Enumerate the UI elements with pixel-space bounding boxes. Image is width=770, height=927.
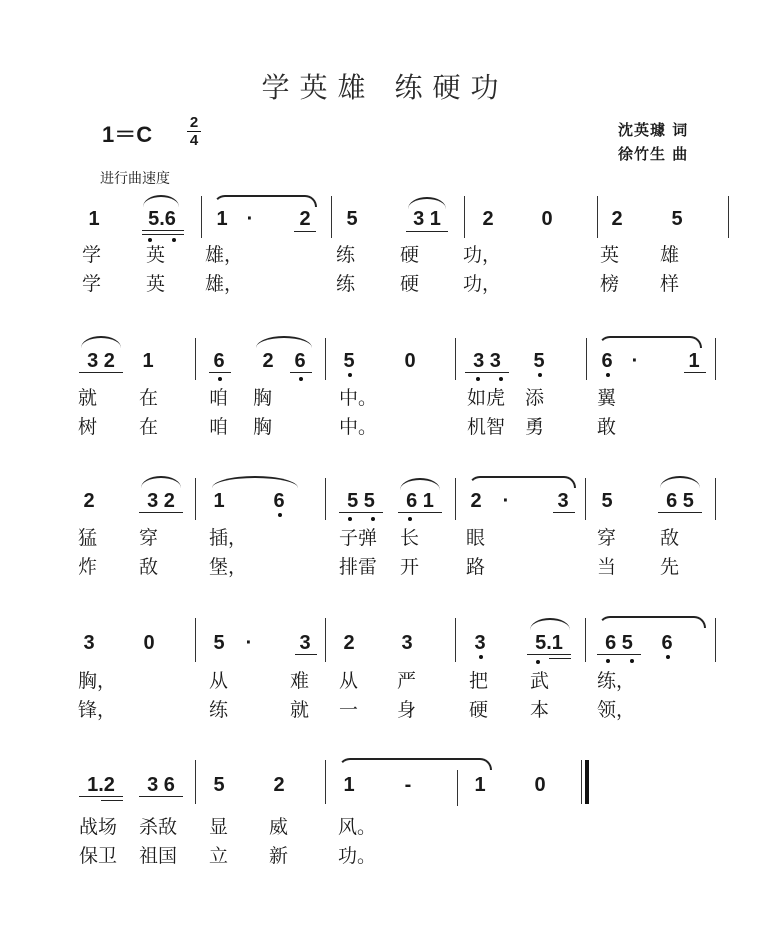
note: 5	[671, 208, 683, 230]
lyric: 在	[139, 387, 159, 409]
bar-line	[455, 338, 456, 380]
note: 1.2	[87, 774, 115, 796]
lyric: 祖国	[139, 845, 178, 867]
note: 3 2	[147, 490, 175, 512]
tie	[598, 336, 702, 348]
lyric: 功，	[463, 244, 502, 266]
lyric: 武	[530, 670, 550, 692]
low-octave-dot	[499, 377, 503, 381]
lyric: 雄，	[205, 244, 244, 266]
composer-credit: 徐竹生 曲	[618, 145, 689, 163]
underline	[658, 512, 702, 513]
note: 5	[213, 632, 225, 654]
lyric: 从	[209, 670, 229, 692]
note: 3	[557, 490, 569, 512]
bar-line	[195, 760, 196, 804]
bar-line	[325, 338, 326, 380]
lyric: 本	[530, 699, 550, 721]
lyric: 添	[525, 387, 545, 409]
lyric: 猛	[78, 527, 98, 549]
underline	[142, 230, 184, 231]
bar-line	[195, 478, 196, 520]
underline	[209, 372, 231, 373]
low-octave-dot	[218, 377, 222, 381]
bar-line	[455, 478, 456, 520]
dot-extension: ·	[245, 632, 253, 654]
dash-extension: -	[404, 774, 412, 796]
slur	[400, 478, 440, 490]
lyric: 保卫	[79, 845, 118, 867]
lyric: 敌	[660, 527, 680, 549]
low-octave-dot	[666, 655, 670, 659]
note: 2	[611, 208, 623, 230]
lyric: 就	[290, 699, 310, 721]
lyric: 勇	[525, 416, 545, 438]
low-octave-dot	[538, 373, 542, 377]
low-octave-dot	[536, 660, 540, 664]
bar-line	[586, 338, 587, 380]
lyric: 路	[466, 556, 486, 578]
note: 6 5	[605, 632, 633, 654]
note: 5.6	[148, 208, 176, 230]
slur	[256, 336, 312, 348]
low-octave-dot	[348, 373, 352, 377]
note: 3 6	[147, 774, 175, 796]
bar-line	[585, 478, 586, 520]
lyric: 开	[400, 556, 420, 578]
note: 2	[299, 208, 311, 230]
final-bar-thick	[585, 760, 589, 804]
lyric: 锋，	[78, 699, 117, 721]
underline	[597, 654, 641, 655]
lyric: 硬	[400, 273, 420, 295]
note: 2	[273, 774, 285, 796]
low-octave-dot	[476, 377, 480, 381]
dot-extension: ·	[502, 490, 510, 512]
lyric: 胸	[253, 387, 273, 409]
note: 2	[482, 208, 494, 230]
note: 5	[533, 350, 545, 372]
note: 1	[213, 490, 225, 512]
lyric: 难	[290, 670, 310, 692]
bar-line	[457, 770, 458, 806]
slur	[141, 476, 181, 488]
underline	[139, 796, 183, 797]
rest: 0	[404, 350, 416, 372]
lyric: 学	[82, 273, 102, 295]
lyric: 敌	[139, 556, 159, 578]
lyric: 显	[209, 816, 229, 838]
slur	[530, 618, 570, 630]
underline	[398, 512, 442, 513]
lyricist-credit: 沈英璩 词	[618, 121, 689, 139]
low-octave-dot	[371, 517, 375, 521]
underline	[290, 372, 312, 373]
note: 2	[343, 632, 355, 654]
low-octave-dot	[172, 238, 176, 242]
note: 5	[346, 208, 358, 230]
note: 3 3	[473, 350, 501, 372]
note: 3	[299, 632, 311, 654]
tie	[212, 476, 298, 488]
note: 1	[142, 350, 154, 372]
underline	[142, 234, 184, 235]
bar-line	[455, 618, 456, 662]
rest: 0	[534, 774, 546, 796]
lyric: 树	[78, 416, 98, 438]
note: 6	[213, 350, 225, 372]
lyric: 在	[139, 416, 159, 438]
note: 6 5	[666, 490, 694, 512]
lyric: 翼	[597, 387, 617, 409]
bar-line	[585, 618, 586, 662]
lyric: 英	[146, 273, 166, 295]
low-octave-dot	[148, 238, 152, 242]
lyric: 从	[339, 670, 359, 692]
lyric: 英	[146, 244, 166, 266]
underline	[684, 372, 706, 373]
note: 5	[601, 490, 613, 512]
lyric: 杀敌	[139, 816, 178, 838]
lyric: 威	[269, 816, 289, 838]
note: 5	[343, 350, 355, 372]
rest: 0	[143, 632, 155, 654]
note: 3	[401, 632, 413, 654]
lyric: 严	[397, 670, 417, 692]
lyric: 眼	[466, 527, 486, 549]
song-title: 学英雄 练硬功	[261, 71, 509, 104]
low-octave-dot	[408, 517, 412, 521]
note: 6 1	[406, 490, 434, 512]
lyric: 就	[78, 387, 98, 409]
lyric: 身	[397, 699, 417, 721]
bar-line	[325, 760, 326, 804]
lyric: 敢	[597, 416, 617, 438]
note: 2	[83, 490, 95, 512]
note: 5 5	[347, 490, 375, 512]
final-bar-thin	[581, 760, 582, 804]
lyric: 功，	[463, 273, 502, 295]
time-signature-bottom: 4	[189, 132, 199, 149]
lyric: 先	[660, 556, 680, 578]
lyric: 战场	[79, 816, 118, 838]
low-octave-dot	[479, 655, 483, 659]
dot-extension: ·	[631, 350, 639, 372]
dot-extension: ·	[246, 208, 254, 230]
lyric: 插，	[209, 527, 248, 549]
key-signature: 1＝C	[102, 122, 153, 147]
lyric: 机智	[467, 416, 506, 438]
bar-line	[195, 618, 196, 662]
lyric: 练	[209, 699, 229, 721]
lyric: 如虎	[467, 387, 506, 409]
note: 3	[83, 632, 95, 654]
underline	[406, 231, 448, 232]
lyric: 穿	[139, 527, 159, 549]
bar-line	[715, 618, 716, 662]
lyric: 胸	[253, 416, 273, 438]
lyric: 子弹	[339, 527, 378, 549]
note: 1	[688, 350, 700, 372]
bar-line	[728, 196, 729, 238]
lyric: 堡，	[209, 556, 248, 578]
underline	[139, 512, 183, 513]
bar-line	[195, 338, 196, 380]
lyric: 练	[336, 244, 356, 266]
underline	[465, 372, 509, 373]
bar-line	[597, 196, 598, 238]
lyric: 胸，	[78, 670, 117, 692]
time-signature	[186, 114, 202, 149]
note: 5	[213, 774, 225, 796]
note: 3 2	[87, 350, 115, 372]
lyric: 榜	[600, 273, 620, 295]
tempo-marking: 进行曲速度	[100, 171, 170, 187]
note: 1	[474, 774, 486, 796]
bar-line	[331, 196, 332, 238]
lyric: 样	[660, 273, 680, 295]
lyric: 领，	[597, 699, 636, 721]
note: 2	[470, 490, 482, 512]
note: 2	[262, 350, 274, 372]
lyric: 雄，	[205, 273, 244, 295]
lyric: 把	[469, 670, 489, 692]
note: 3 1	[413, 208, 441, 230]
low-octave-dot	[278, 513, 282, 517]
slur	[660, 476, 700, 488]
bar-line	[715, 478, 716, 520]
note: 3	[474, 632, 486, 654]
slur	[143, 195, 179, 207]
lyric: 练	[336, 273, 356, 295]
lyric: 长	[400, 527, 420, 549]
lyric: 练，	[597, 670, 636, 692]
underline	[339, 512, 383, 513]
low-octave-dot	[348, 517, 352, 521]
bar-line	[464, 196, 465, 238]
underline	[294, 231, 316, 232]
tie	[598, 616, 706, 628]
note: 1	[88, 208, 100, 230]
lyric: 英	[600, 244, 620, 266]
slur	[81, 336, 121, 348]
underline	[295, 654, 317, 655]
note: 6	[294, 350, 306, 372]
note: 6	[273, 490, 285, 512]
rest: 0	[541, 208, 553, 230]
note: 6	[661, 632, 673, 654]
lyric: 咱	[209, 387, 229, 409]
low-octave-dot	[299, 377, 303, 381]
bar-line	[715, 338, 716, 380]
lyric: 炸	[78, 556, 98, 578]
lyric: 硬	[469, 699, 489, 721]
note: 5.1	[535, 632, 563, 654]
lyric: 中。	[339, 416, 378, 438]
low-octave-dot	[606, 659, 610, 663]
tie	[468, 476, 576, 488]
underline	[79, 372, 123, 373]
tie	[338, 758, 492, 770]
underline	[527, 654, 571, 655]
lyric: 穿	[597, 527, 617, 549]
bar-line	[325, 618, 326, 662]
time-signature-top: 2	[189, 114, 199, 131]
lyric: 雄	[660, 244, 680, 266]
lyric: 中。	[339, 387, 378, 409]
bar-line	[201, 196, 202, 238]
low-octave-dot	[630, 659, 634, 663]
lyric: 功。	[338, 845, 377, 867]
lyric: 风。	[338, 816, 377, 838]
lyric: 一	[339, 699, 359, 721]
underline	[101, 800, 123, 801]
lyric: 咱	[209, 416, 229, 438]
lyric: 新	[269, 845, 289, 867]
lyric: 学	[82, 244, 102, 266]
tie	[213, 195, 317, 207]
bar-line	[325, 478, 326, 520]
underline	[79, 796, 123, 797]
note: 6	[601, 350, 613, 372]
lyric: 排雷	[339, 556, 378, 578]
underline	[553, 512, 575, 513]
lyric: 当	[597, 556, 617, 578]
note: 1	[216, 208, 228, 230]
underline	[549, 658, 571, 659]
low-octave-dot	[606, 373, 610, 377]
lyric: 硬	[400, 244, 420, 266]
lyric: 立	[209, 845, 229, 867]
note: 1	[343, 774, 355, 796]
